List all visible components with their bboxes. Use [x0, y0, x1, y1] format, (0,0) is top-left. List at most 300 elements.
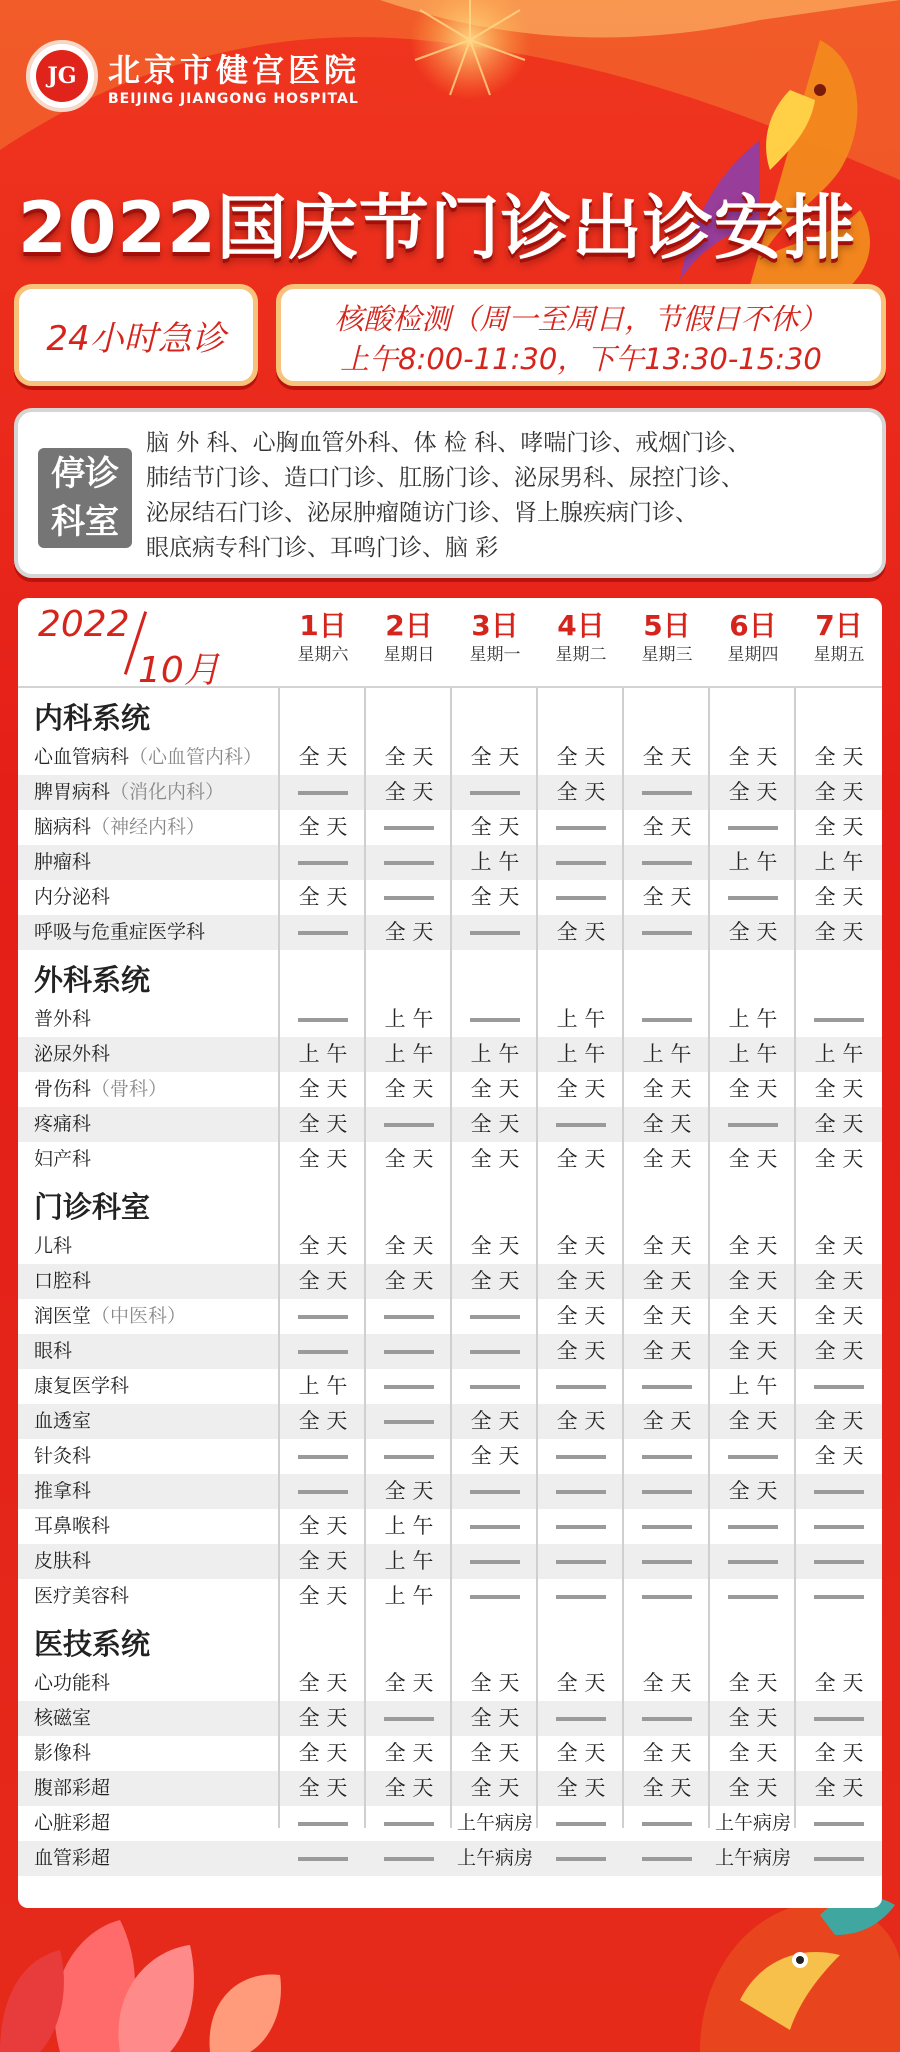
closed-dash — [538, 1841, 624, 1876]
schedule-cell: 全 天 — [814, 1776, 864, 1800]
hospital-logo — [26, 40, 360, 112]
department-name — [34, 810, 205, 845]
closed-departments-panel — [14, 408, 886, 578]
closed-dash — [710, 880, 796, 915]
nucleic-line-2: 上午8:00-11:30，下午13:30-15:30 — [340, 342, 822, 376]
dash-icon — [728, 1455, 778, 1459]
department-name — [34, 1229, 72, 1264]
department-label: 血管彩超 — [34, 1847, 111, 1869]
closed-dash — [280, 1299, 366, 1334]
day-weekday: 星期一 — [469, 645, 521, 665]
department-name — [34, 1299, 186, 1334]
column-divider — [364, 688, 366, 1828]
day-weekday: 星期四 — [727, 645, 779, 665]
schedule-cell: 全 天 — [384, 1147, 434, 1171]
schedule-cell: 全 天 — [384, 1269, 434, 1293]
nucleic-test-info — [276, 284, 886, 386]
schedule-cell: 全 天 — [642, 885, 692, 909]
closed-dash — [710, 1439, 796, 1474]
department-subtitle: （骨科） — [91, 1078, 168, 1100]
closed-dash — [538, 1439, 624, 1474]
closed-dash — [280, 1841, 366, 1876]
schedule-cell: 全 天 — [384, 745, 434, 769]
emergency-badge — [14, 284, 258, 386]
schedule-cell: 上 午 — [470, 1042, 520, 1066]
schedule-cell: 上 午 — [556, 1007, 606, 1031]
closed-dash — [452, 1509, 538, 1544]
schedule-cell: 全 天 — [728, 1409, 778, 1433]
schedule-cell: 全 天 — [556, 1339, 606, 1363]
schedule-cell: 全 天 — [470, 745, 520, 769]
department-label: 血透室 — [34, 1410, 92, 1432]
closed-line: 肺结节门诊、造口门诊、肛肠门诊、泌尿男科、尿控门诊、 — [146, 465, 744, 491]
schedule-cell: 全 天 — [470, 1077, 520, 1101]
schedule-cell: 全 天 — [728, 1077, 778, 1101]
schedule-cell: 全 天 — [384, 1741, 434, 1765]
dash-icon — [814, 1822, 864, 1826]
schedule-cell: 全 天 — [814, 745, 864, 769]
dash-icon — [298, 1350, 348, 1354]
dash-icon — [556, 826, 606, 830]
dash-icon — [556, 1385, 606, 1389]
closed-dash — [710, 1544, 796, 1579]
day-date: 5日 — [643, 609, 691, 642]
schedule-cell: 上 午 — [728, 1042, 778, 1066]
day-date: 4日 — [557, 609, 605, 642]
dash-icon — [814, 1717, 864, 1721]
schedule-cell: 上 午 — [384, 1514, 434, 1538]
dash-icon — [728, 826, 778, 830]
closed-dash — [624, 1544, 710, 1579]
department-label: 儿科 — [34, 1235, 73, 1257]
schedule-cell: 全 天 — [298, 1741, 348, 1765]
department-label: 耳鼻喉科 — [34, 1515, 111, 1537]
dash-icon — [384, 896, 434, 900]
dash-icon — [298, 1822, 348, 1826]
dash-icon — [642, 1595, 692, 1599]
emergency-label: 24小时急诊 — [46, 318, 226, 359]
closed-dash — [538, 1509, 624, 1544]
dash-icon — [298, 1018, 348, 1022]
schedule-cell: 全 天 — [470, 1706, 520, 1730]
schedule-cell: 全 天 — [298, 1269, 348, 1293]
dash-icon — [470, 931, 520, 935]
schedule-cell: 全 天 — [470, 1269, 520, 1293]
schedule-cell: 全 天 — [814, 1077, 864, 1101]
schedule-cell: 全 天 — [470, 1741, 520, 1765]
closed-dash — [366, 1334, 452, 1369]
day-date: 2日 — [385, 609, 433, 642]
department-name — [34, 1474, 91, 1509]
closed-dash — [796, 1002, 882, 1037]
dash-icon — [556, 1595, 606, 1599]
department-subtitle: （消化内科） — [110, 781, 225, 803]
schedule-table-header — [18, 598, 882, 691]
schedule-cell: 上 午 — [814, 850, 864, 874]
dash-icon — [556, 861, 606, 865]
schedule-cell: 全 天 — [556, 1304, 606, 1328]
closed-dash — [538, 1806, 624, 1841]
schedule-cell: 全 天 — [470, 1234, 520, 1258]
schedule-cell: 全 天 — [814, 1741, 864, 1765]
schedule-cell: 全 天 — [556, 1147, 606, 1171]
department-name — [34, 1334, 72, 1369]
schedule-cell: 全 天 — [642, 1671, 692, 1695]
schedule-cell: 全 天 — [642, 1409, 692, 1433]
schedule-cell: 全 天 — [384, 1479, 434, 1503]
closed-dash — [280, 1334, 366, 1369]
section-title: 外科系统 — [34, 963, 151, 997]
schedule-cell: 全 天 — [470, 1112, 520, 1136]
schedule-cell: 全 天 — [728, 1147, 778, 1171]
closed-dash — [452, 1544, 538, 1579]
dash-icon — [384, 1857, 434, 1861]
day-weekday: 星期三 — [641, 645, 693, 665]
closed-dash — [796, 1579, 882, 1614]
schedule-cell: 全 天 — [642, 1234, 692, 1258]
department-label: 泌尿外科 — [34, 1043, 111, 1065]
dash-icon — [384, 826, 434, 830]
dash-icon — [384, 1123, 434, 1127]
closed-dash — [624, 1439, 710, 1474]
schedule-cell: 全 天 — [298, 1112, 348, 1136]
day-header — [624, 610, 710, 668]
dash-icon — [642, 931, 692, 935]
day-weekday: 星期六 — [297, 645, 349, 665]
schedule-cell: 全 天 — [728, 1234, 778, 1258]
schedule-cell: 全 天 — [556, 1409, 606, 1433]
dash-icon — [642, 1525, 692, 1529]
closed-dash — [452, 1474, 538, 1509]
department-name — [34, 1439, 91, 1474]
department-name — [34, 740, 262, 775]
schedule-cell: 上 午 — [556, 1042, 606, 1066]
closed-line: 泌尿结石门诊、泌尿肿瘤随访门诊、肾上腺疾病门诊、 — [146, 500, 698, 526]
department-label: 腹部彩超 — [34, 1777, 111, 1799]
closed-dash — [538, 1579, 624, 1614]
closed-dash — [624, 915, 710, 950]
closed-dash — [366, 1439, 452, 1474]
department-name — [34, 1701, 91, 1736]
dash-icon — [814, 1595, 864, 1599]
section-title: 门诊科室 — [34, 1190, 151, 1224]
dash-icon — [642, 1822, 692, 1826]
closed-dash — [796, 1701, 882, 1736]
department-label: 心血管病科 — [34, 746, 130, 768]
schedule-cell: 上 午 — [470, 850, 520, 874]
dash-icon — [556, 1455, 606, 1459]
table-month: 10月 — [138, 650, 220, 691]
hospital-name-en: BEIJING JIANGONG HOSPITAL — [108, 91, 359, 107]
schedule-cell: 上午病房 — [456, 1812, 533, 1834]
closed-dash — [452, 1299, 538, 1334]
closed-dash — [538, 1107, 624, 1142]
closed-dash — [624, 775, 710, 810]
schedule-cell: 全 天 — [556, 1269, 606, 1293]
department-name — [34, 1404, 91, 1439]
schedule-cell: 全 天 — [814, 1444, 864, 1468]
schedule-cell: 全 天 — [814, 1409, 864, 1433]
schedule-cell: 全 天 — [298, 1584, 348, 1608]
department-label: 妇产科 — [34, 1148, 92, 1170]
department-name — [34, 1579, 129, 1614]
closed-dash — [280, 845, 366, 880]
dash-icon — [298, 1315, 348, 1319]
day-weekday: 星期日 — [383, 645, 435, 665]
schedule-cell: 全 天 — [298, 1671, 348, 1695]
closed-dash — [624, 1509, 710, 1544]
dash-icon — [470, 1018, 520, 1022]
schedule-cell: 全 天 — [642, 815, 692, 839]
dash-icon — [556, 1525, 606, 1529]
department-name — [34, 775, 224, 810]
schedule-cell: 全 天 — [728, 1269, 778, 1293]
closed-dash — [624, 1579, 710, 1614]
dash-icon — [470, 1385, 520, 1389]
schedule-cell: 全 天 — [556, 745, 606, 769]
schedule-cell: 全 天 — [298, 885, 348, 909]
dash-icon — [728, 1560, 778, 1564]
day-header — [710, 610, 796, 668]
nucleic-line-1: 核酸检测（周一至周日，节假日不休） — [334, 302, 828, 336]
day-header — [538, 610, 624, 668]
closed-dash — [796, 1474, 882, 1509]
schedule-cell: 全 天 — [642, 1776, 692, 1800]
department-label: 疼痛科 — [34, 1113, 92, 1135]
closed-dash — [366, 1841, 452, 1876]
closed-dash — [538, 1701, 624, 1736]
schedule-cell: 全 天 — [556, 1671, 606, 1695]
day-date: 6日 — [729, 609, 777, 642]
schedule-cell: 全 天 — [642, 1077, 692, 1101]
department-name — [34, 1509, 110, 1544]
department-label: 口腔科 — [34, 1270, 92, 1292]
closed-line: 脑 外 科、心胸血管外科、体 检 科、哮喘门诊、戒烟门诊、 — [146, 430, 751, 456]
schedule-cell: 全 天 — [814, 1304, 864, 1328]
schedule-cell: 全 天 — [728, 1706, 778, 1730]
department-subtitle: （中医科） — [91, 1305, 187, 1327]
schedule-cell: 全 天 — [470, 1147, 520, 1171]
dash-icon — [814, 1525, 864, 1529]
department-label: 心功能科 — [34, 1672, 111, 1694]
closed-dash — [710, 1107, 796, 1142]
department-subtitle: （心血管内科） — [129, 746, 263, 768]
department-name — [34, 845, 91, 880]
department-name — [34, 1666, 110, 1701]
schedule-table — [18, 598, 882, 1908]
schedule-cell: 全 天 — [728, 745, 778, 769]
dash-icon — [814, 1560, 864, 1564]
hospital-emblem-icon: JG — [26, 40, 98, 112]
schedule-cell: 上 午 — [384, 1584, 434, 1608]
day-date: 7日 — [815, 609, 863, 642]
department-label: 脑病科 — [34, 816, 92, 838]
dash-icon — [384, 1420, 434, 1424]
schedule-cell: 全 天 — [814, 1269, 864, 1293]
schedule-cell: 上 午 — [642, 1042, 692, 1066]
schedule-cell: 全 天 — [728, 920, 778, 944]
closed-dash — [796, 1544, 882, 1579]
closed-dash — [452, 1334, 538, 1369]
closed-dash — [452, 1579, 538, 1614]
dash-icon — [470, 1315, 520, 1319]
closed-dash — [710, 1579, 796, 1614]
closed-dash — [366, 1107, 452, 1142]
schedule-cell: 上 午 — [384, 1007, 434, 1031]
day-header — [452, 610, 538, 668]
dash-icon — [470, 1525, 520, 1529]
column-divider — [278, 688, 280, 1828]
table-row — [18, 1841, 882, 1876]
schedule-cell: 全 天 — [642, 745, 692, 769]
closed-dash — [624, 1002, 710, 1037]
schedule-cell: 上 午 — [384, 1042, 434, 1066]
schedule-cell: 全 天 — [814, 885, 864, 909]
dash-icon — [470, 1490, 520, 1494]
dash-icon — [384, 1315, 434, 1319]
closed-dash — [538, 845, 624, 880]
schedule-cell: 全 天 — [556, 1077, 606, 1101]
dash-icon — [642, 1018, 692, 1022]
closed-dash — [366, 1369, 452, 1404]
dash-icon — [642, 1717, 692, 1721]
closed-dash — [452, 1002, 538, 1037]
dash-icon — [556, 1717, 606, 1721]
schedule-cell: 全 天 — [298, 1409, 348, 1433]
department-label: 针灸科 — [34, 1445, 92, 1467]
schedule-cell: 全 天 — [814, 1147, 864, 1171]
dash-icon — [298, 791, 348, 795]
schedule-cell: 全 天 — [470, 815, 520, 839]
schedule-cell: 全 天 — [556, 1234, 606, 1258]
closed-dash — [280, 1474, 366, 1509]
closed-dash — [624, 1841, 710, 1876]
day-date: 1日 — [299, 609, 347, 642]
schedule-cell: 全 天 — [298, 1077, 348, 1101]
closed-dash — [538, 1544, 624, 1579]
schedule-cell: 全 天 — [642, 1147, 692, 1171]
schedule-cell: 全 天 — [556, 920, 606, 944]
department-name — [34, 880, 110, 915]
schedule-cell: 上 午 — [728, 1007, 778, 1031]
closed-dash — [796, 1369, 882, 1404]
department-label: 影像科 — [34, 1742, 92, 1764]
department-label: 心脏彩超 — [34, 1812, 111, 1834]
department-name — [34, 1072, 167, 1107]
schedule-cell: 全 天 — [298, 1776, 348, 1800]
closed-dash — [710, 1509, 796, 1544]
dash-icon — [384, 1822, 434, 1826]
closed-dash — [280, 915, 366, 950]
closed-departments-list — [146, 426, 876, 566]
schedule-cell: 全 天 — [470, 1671, 520, 1695]
schedule-cell: 全 天 — [814, 815, 864, 839]
dash-icon — [814, 1490, 864, 1494]
department-label: 皮肤科 — [34, 1550, 92, 1572]
schedule-cell: 全 天 — [728, 1339, 778, 1363]
department-name — [34, 1369, 129, 1404]
dash-icon — [728, 1123, 778, 1127]
schedule-cell: 全 天 — [384, 1234, 434, 1258]
dash-icon — [728, 896, 778, 900]
schedule-cell: 上 午 — [298, 1374, 348, 1398]
schedule-cell: 上 午 — [298, 1042, 348, 1066]
dash-icon — [298, 861, 348, 865]
dash-icon — [556, 1560, 606, 1564]
schedule-cell: 全 天 — [556, 1776, 606, 1800]
schedule-cell: 全 天 — [814, 780, 864, 804]
schedule-cell: 上午病房 — [714, 1812, 791, 1834]
schedule-cell: 全 天 — [298, 1514, 348, 1538]
day-header — [280, 610, 366, 668]
closed-badge: 停诊 科室 — [38, 448, 132, 548]
closed-dash — [366, 1299, 452, 1334]
column-divider — [622, 688, 624, 1828]
day-weekday: 星期五 — [813, 645, 865, 665]
column-divider — [536, 688, 538, 1828]
schedule-cell: 全 天 — [814, 1339, 864, 1363]
schedule-cell: 全 天 — [814, 920, 864, 944]
schedule-cell: 全 天 — [728, 1671, 778, 1695]
closed-dash — [366, 1806, 452, 1841]
schedule-cell: 上 午 — [728, 1374, 778, 1398]
dash-icon — [470, 1350, 520, 1354]
closed-dash — [796, 1806, 882, 1841]
schedule-cell: 全 天 — [728, 1741, 778, 1765]
schedule-cell: 全 天 — [384, 780, 434, 804]
department-label: 核磁室 — [34, 1707, 92, 1729]
section-title: 医技系统 — [34, 1627, 151, 1661]
day-header — [796, 610, 882, 668]
department-label: 润医堂 — [34, 1305, 92, 1327]
closed-dash — [624, 1474, 710, 1509]
schedule-cell: 全 天 — [384, 1671, 434, 1695]
closed-dash — [366, 845, 452, 880]
dash-icon — [384, 1455, 434, 1459]
closed-dash — [366, 880, 452, 915]
closed-dash — [280, 1439, 366, 1474]
department-label: 眼科 — [34, 1340, 73, 1362]
closed-dash — [366, 810, 452, 845]
closed-dash — [280, 775, 366, 810]
schedule-cell: 全 天 — [642, 1339, 692, 1363]
day-date: 3日 — [471, 609, 519, 642]
schedule-cell: 全 天 — [814, 1671, 864, 1695]
dash-icon — [470, 1560, 520, 1564]
dash-icon — [814, 1857, 864, 1861]
department-name — [34, 1037, 110, 1072]
schedule-cell: 全 天 — [642, 1112, 692, 1136]
column-divider — [794, 688, 796, 1828]
closed-dash — [538, 1474, 624, 1509]
schedule-cell: 全 天 — [814, 1112, 864, 1136]
dash-icon — [642, 1490, 692, 1494]
dash-icon — [470, 1595, 520, 1599]
department-label: 肿瘤科 — [34, 851, 92, 873]
schedule-cell: 上午病房 — [714, 1847, 791, 1869]
department-name — [34, 1806, 110, 1841]
closed-dash — [280, 1002, 366, 1037]
schedule-cell: 全 天 — [298, 1706, 348, 1730]
department-name — [34, 915, 205, 950]
dash-icon — [642, 1455, 692, 1459]
closed-dash — [538, 1369, 624, 1404]
column-divider — [708, 688, 710, 1828]
department-subtitle: （神经内科） — [91, 816, 206, 838]
department-label: 骨伤科 — [34, 1078, 92, 1100]
department-label: 医疗美容科 — [34, 1585, 130, 1607]
closed-dash — [624, 1369, 710, 1404]
